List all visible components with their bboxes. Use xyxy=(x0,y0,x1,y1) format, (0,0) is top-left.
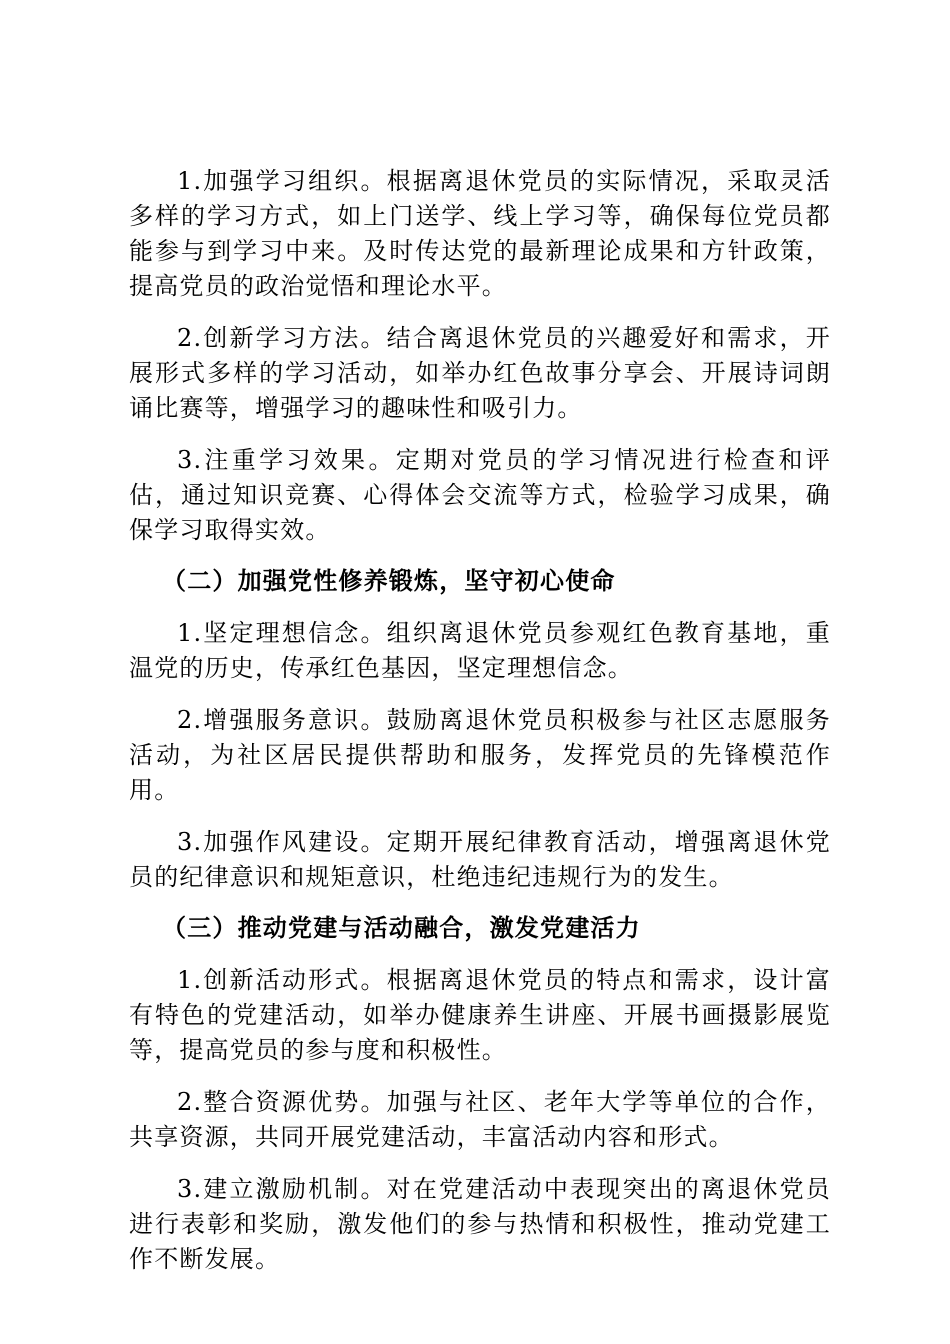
paragraph: 3.注重学习效果。定期对党员的学习情况进行检查和评估，通过知识竞赛、心得体会交流等方式，检验学习成果，确保学习取得实效。 xyxy=(129,446,831,544)
section-heading: （三）推动党建与活动融合，激发党建活力 xyxy=(162,914,641,942)
paragraph: 2.整合资源优势。加强与社区、老年大学等单位的合作，共享资源，共同开展党建活动，丰富活动内容和形式。 xyxy=(129,1088,831,1151)
section-heading: （二）加强党性修养锻炼，坚守初心使命 xyxy=(162,567,616,595)
paragraph: 3.建立激励机制。对在党建活动中表现突出的离退休党员进行表彰和奖励，激发他们的参与热情和积极性，推动党建工作不断发展。 xyxy=(129,1175,831,1273)
paragraph: 1.坚定理想信念。组织离退休党员参观红色教育基地，重温党的历史，传承红色基因，坚定理想信念。 xyxy=(129,619,831,682)
paragraph: 3.加强作风建设。定期开展纪律教育活动，增强离退休党员的纪律意识和规矩意识，杜绝违纪违规行为的发生。 xyxy=(129,828,831,891)
paragraph: 1.创新活动形式。根据离退休党员的特点和需求，设计富有特色的党建活动，如举办健康养生讲座、开展书画摄影展览等，提高党员的参与度和积极性。 xyxy=(129,966,831,1064)
paragraph: 2.增强服务意识。鼓励离退休党员积极参与社区志愿服务活动，为社区居民提供帮助和服务，发挥党员的先锋模范作用。 xyxy=(129,706,831,804)
paragraph: 1.加强学习组织。根据离退休党员的实际情况，采取灵活多样的学习方式，如上门送学、线上学习等，确保每位党员都能参与到学习中来。及时传达党的最新理论成果和方针政策，提高党员的政治觉悟和理论水平。 xyxy=(129,167,831,300)
paragraph: 2.创新学习方法。结合离退休党员的兴趣爱好和需求，开展形式多样的学习活动，如举办红色故事分享会、开展诗词朗诵比赛等，增强学习的趣味性和吸引力。 xyxy=(129,324,831,422)
document-body xyxy=(129,164,831,1277)
